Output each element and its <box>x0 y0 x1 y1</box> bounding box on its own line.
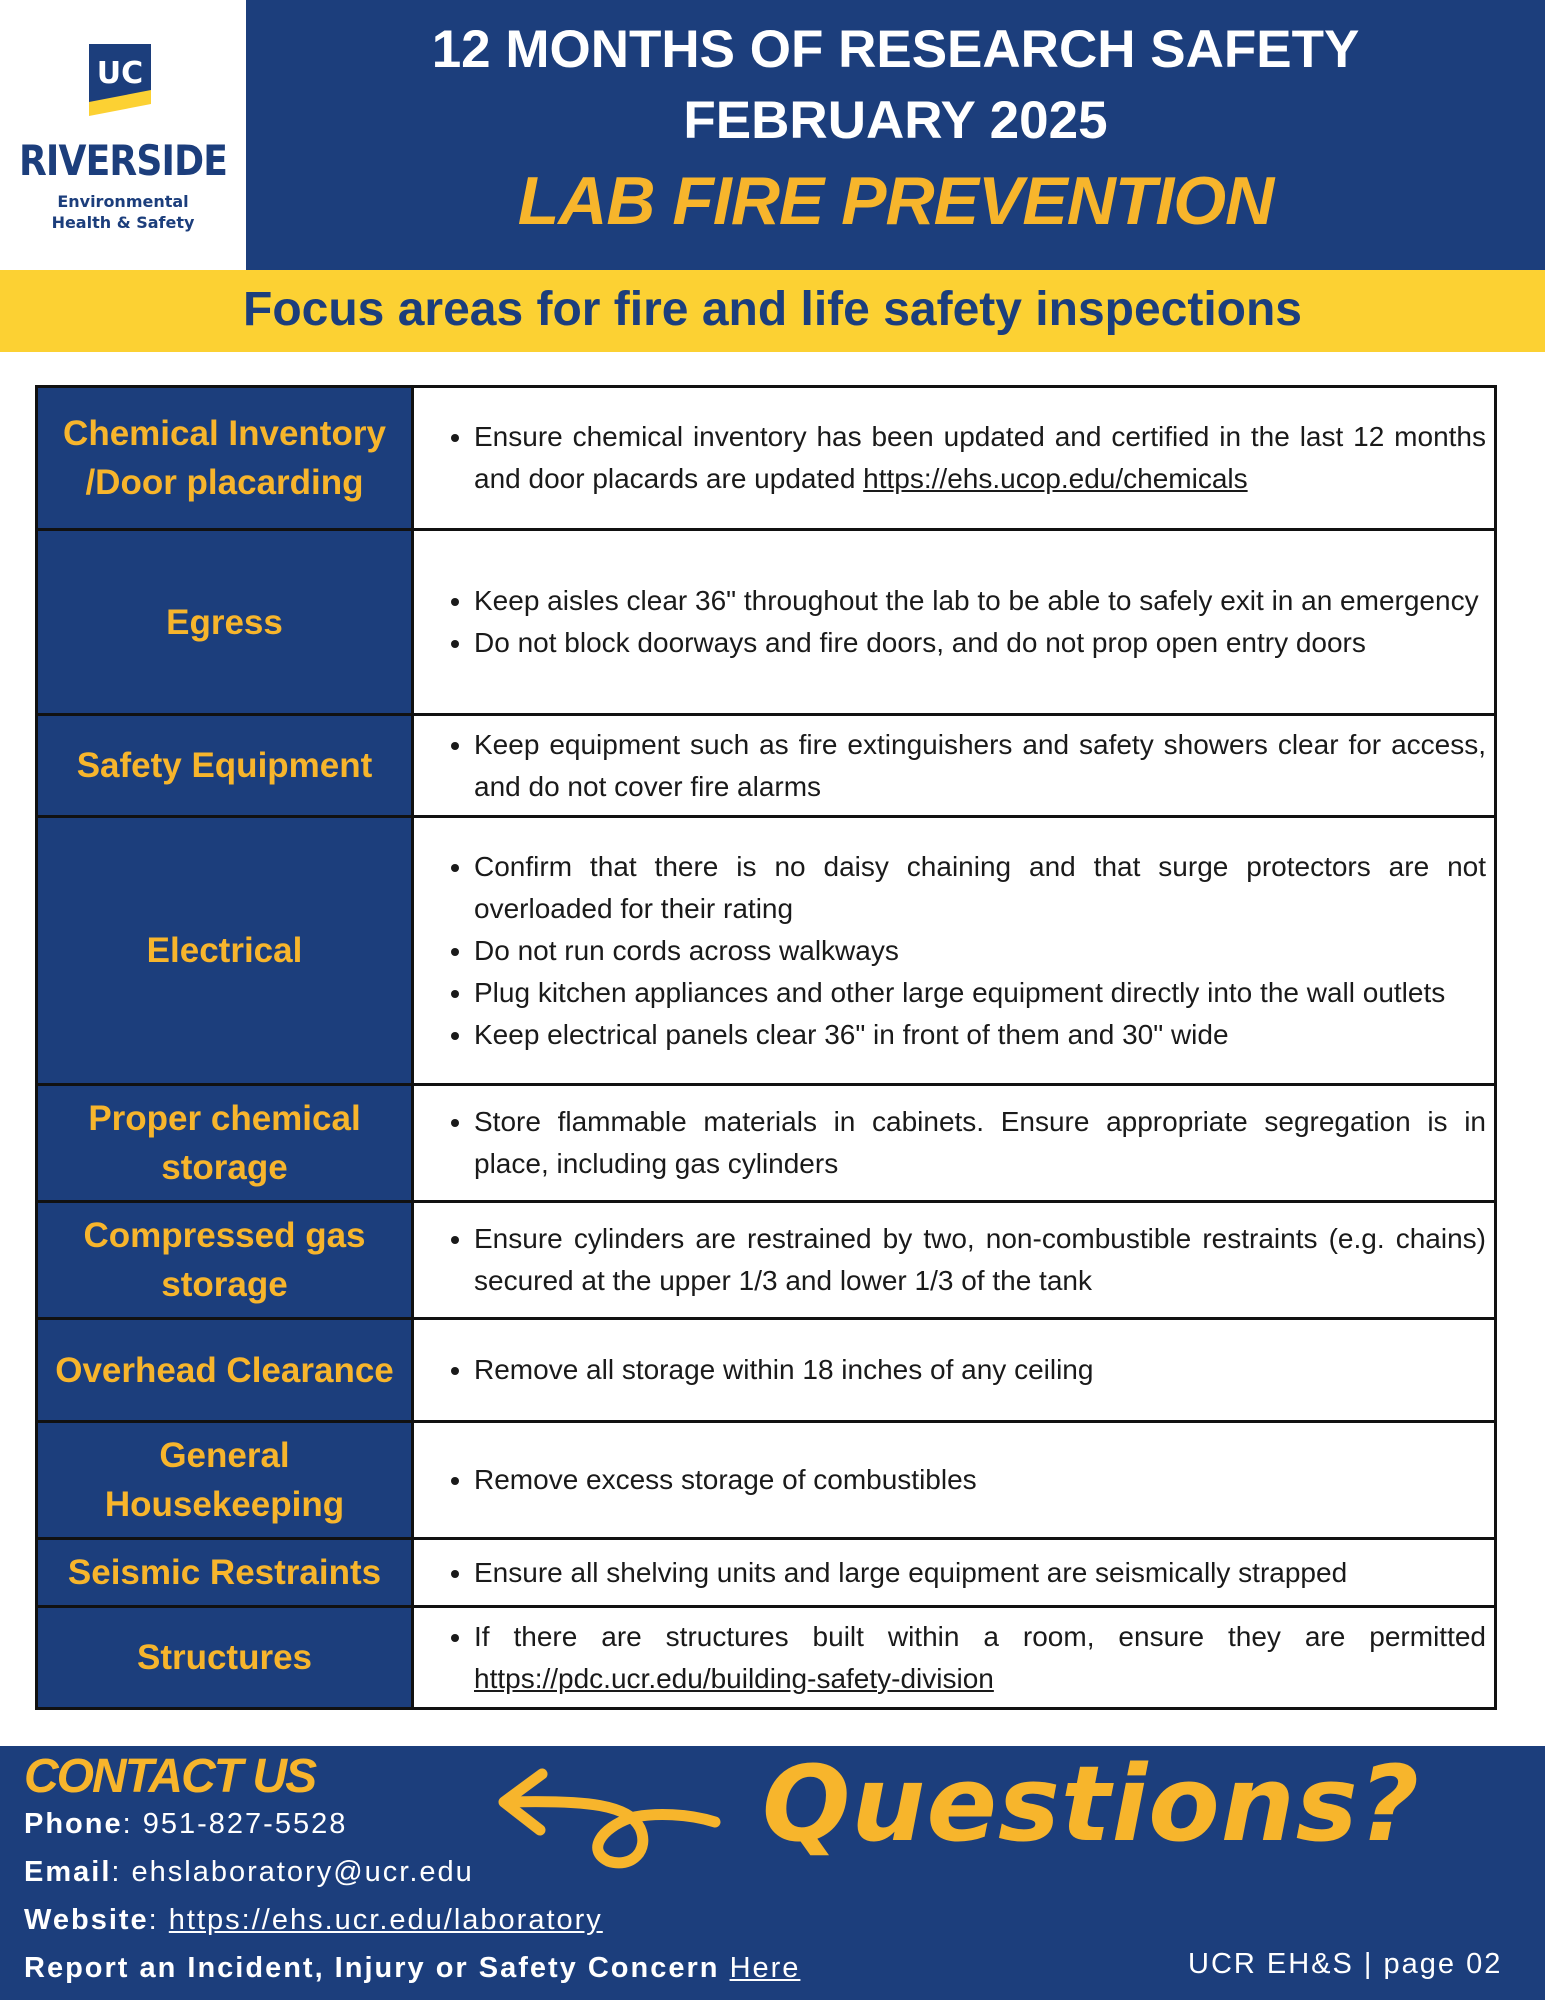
bullet-list <box>414 1459 1486 1501</box>
focus-area-row <box>37 1085 1496 1202</box>
bullet-text: If there are structures built within a room, ensure they are permitted <box>474 1620 1486 1652</box>
focus-area-label <box>37 1607 413 1709</box>
focus-area-description <box>413 1085 1496 1202</box>
focus-area-label-line: Housekeeping <box>104 1485 345 1524</box>
website-link[interactable]: https://ehs.ucr.edu/laboratory <box>168 1904 603 1936</box>
focus-areas-table <box>35 385 1497 1710</box>
focus-area-label <box>37 817 413 1085</box>
focus-area-label <box>37 1539 413 1607</box>
bullet-item <box>474 1014 1486 1056</box>
focus-area-label-line: Safety Equipment <box>76 746 373 785</box>
focus-area-description <box>413 715 1496 817</box>
bullet-text: Remove excess storage of combustibles <box>474 1464 977 1495</box>
report-here-link[interactable]: Here <box>729 1952 801 1984</box>
bullet-item <box>474 1552 1486 1594</box>
bullet-text: Keep equipment such as fire extinguishers and safety showers clear for access, and do not cover fire alarms <box>474 728 1486 802</box>
email-value[interactable]: ehslaboratory@ucr.edu <box>131 1856 474 1888</box>
focus-area-description <box>413 1539 1496 1607</box>
focus-area-row <box>37 1202 1496 1319</box>
logo-dept-line1: Environmental <box>57 192 189 211</box>
bullet-text: Remove all storage within 18 inches of any ceiling <box>474 1354 1094 1385</box>
focus-area-label-line: /Door placarding <box>85 463 364 502</box>
focus-area-row <box>37 715 1496 817</box>
header-banner <box>0 0 1545 270</box>
bullet-item <box>474 1459 1486 1501</box>
focus-area-label-line: General <box>159 1436 290 1475</box>
page-label: UCR EH&S | page 02 <box>1188 1948 1503 1980</box>
focus-area-label-line: Overhead Clearance <box>55 1350 394 1390</box>
focus-area-row <box>37 1319 1496 1422</box>
focus-area-row <box>37 1539 1496 1607</box>
bullet-item <box>474 972 1486 1014</box>
bullet-item <box>474 1218 1486 1302</box>
bullet-item <box>474 930 1486 972</box>
focus-area-label <box>37 530 413 715</box>
bullet-text: Keep electrical panels clear 36" in front of them and 30" wide <box>474 1018 1229 1050</box>
bullet-text: Do not block doorways and fire doors, and do not prop open entry doors <box>474 627 1366 658</box>
focus-area-label-line: storage <box>161 1148 288 1187</box>
focus-band <box>0 270 1545 352</box>
bullet-list <box>414 1616 1486 1700</box>
bullet-item <box>474 1349 1486 1391</box>
bullet-list <box>414 580 1486 664</box>
bullet-text: Ensure cylinders are restrained by two, non-combustible restraints (e.g. chains) secured at the upper 1/3 and lower 1/3 of the tank <box>474 1223 1486 1296</box>
focus-area-label <box>37 1085 413 1202</box>
focus-area-description <box>413 817 1496 1085</box>
focus-areas-body <box>37 387 1496 1709</box>
bullet-text: Store flammable materials in cabinets. Ensure appropriate segregation is in place, including gas cylinders <box>474 1106 1486 1179</box>
arrow-left-icon <box>490 1760 725 1875</box>
focus-area-description <box>413 530 1496 715</box>
focus-area-label-line: Seismic Restraints <box>67 1553 382 1592</box>
svg-text:UC: UC <box>96 56 144 91</box>
focus-area-description <box>413 1319 1496 1422</box>
logo-dept-line2: Health & Safety <box>51 213 195 232</box>
contact-website: Website: https://ehs.ucr.edu/laboratory <box>24 1904 603 1936</box>
report-text: Report an Incident, Injury or Safety Concern <box>24 1952 720 1984</box>
focus-area-label-line: Electrical <box>146 931 303 970</box>
focus-area-label-line: Compressed gas <box>83 1216 366 1255</box>
contact-report <box>24 1952 800 1985</box>
focus-area-label-line: Proper chemical <box>88 1099 361 1138</box>
bullet-item <box>474 846 1486 930</box>
focus-area-label <box>37 1422 413 1539</box>
focus-area-label-line: Structures <box>136 1638 313 1677</box>
series-title: 12 MONTHS OF RESEARCH SAFETY <box>431 20 1360 79</box>
focus-area-label <box>37 387 413 530</box>
questions-heading: Questions? <box>762 1743 1420 1865</box>
bullet-list <box>414 416 1486 500</box>
resource-link[interactable]: https://ehs.ucop.edu/chemicals <box>863 463 1248 494</box>
bullet-item <box>474 724 1486 808</box>
focus-area-label-line: Chemical Inventory <box>63 414 386 453</box>
focus-area-label <box>37 1202 413 1319</box>
bullet-item <box>474 580 1486 622</box>
month-title: FEBRUARY 2025 <box>683 91 1108 150</box>
bullet-item <box>474 622 1486 664</box>
bullet-list <box>414 724 1486 808</box>
focus-area-row <box>37 387 1496 530</box>
bullet-list <box>414 1218 1486 1302</box>
website-label: Website <box>24 1904 149 1936</box>
uc-shield-icon <box>87 44 157 116</box>
focus-area-label <box>37 1319 413 1422</box>
contact-title: CONTACT US <box>24 1750 316 1803</box>
focus-area-description <box>413 1607 1496 1709</box>
phone-label: Phone <box>24 1808 123 1840</box>
focus-area-label-line: storage <box>161 1265 288 1304</box>
bullet-text: Do not run cords across walkways <box>474 934 899 966</box>
bullet-list <box>414 1101 1486 1185</box>
focus-area-label-line: Egress <box>166 602 283 642</box>
bullet-text: Confirm that there is no daisy chaining and that surge protectors are not overloaded for their rating <box>474 850 1486 924</box>
bullet-text: Ensure all shelving units and large equipment are seismically strapped <box>474 1556 1348 1588</box>
bullet-list <box>414 1349 1486 1391</box>
bullet-list <box>414 846 1486 1056</box>
bullet-item <box>474 1616 1486 1700</box>
topic-title: LAB FIRE PREVENTION <box>517 163 1274 239</box>
focus-area-description <box>413 387 1496 530</box>
focus-area-row <box>37 1422 1496 1539</box>
resource-link[interactable]: https://pdc.ucr.edu/building-safety-division <box>474 1662 994 1694</box>
focus-area-row <box>37 817 1496 1085</box>
focus-area-description <box>413 1202 1496 1319</box>
focus-area-label <box>37 715 413 817</box>
contact-phone: Phone: 951-827-5528 <box>24 1808 348 1840</box>
bullet-text: Keep aisles clear 36" throughout the lab to be able to safely exit in an emergency <box>474 585 1479 616</box>
bullet-text: Ensure chemical inventory has been updated and certified in the last 12 months and door placards are updated <box>474 421 1486 494</box>
ucr-ehs-logo <box>0 0 246 270</box>
phone-value: 951-827-5528 <box>142 1808 348 1840</box>
logo-riverside: RIVERSIDE <box>18 136 228 185</box>
focus-title: Focus areas for fire and life safety inspections <box>243 283 1302 336</box>
bullet-text: Plug kitchen appliances and other large equipment directly into the wall outlets <box>474 976 1446 1008</box>
bullet-list <box>414 1552 1486 1594</box>
email-label: Email <box>24 1856 112 1888</box>
contact-email: Email: ehslaboratory@ucr.edu <box>24 1856 474 1888</box>
logo-department <box>0 191 246 233</box>
bullet-item <box>474 416 1486 500</box>
focus-area-row <box>37 1607 1496 1709</box>
focus-area-row <box>37 530 1496 715</box>
focus-area-description <box>413 1422 1496 1539</box>
bullet-item <box>474 1101 1486 1185</box>
